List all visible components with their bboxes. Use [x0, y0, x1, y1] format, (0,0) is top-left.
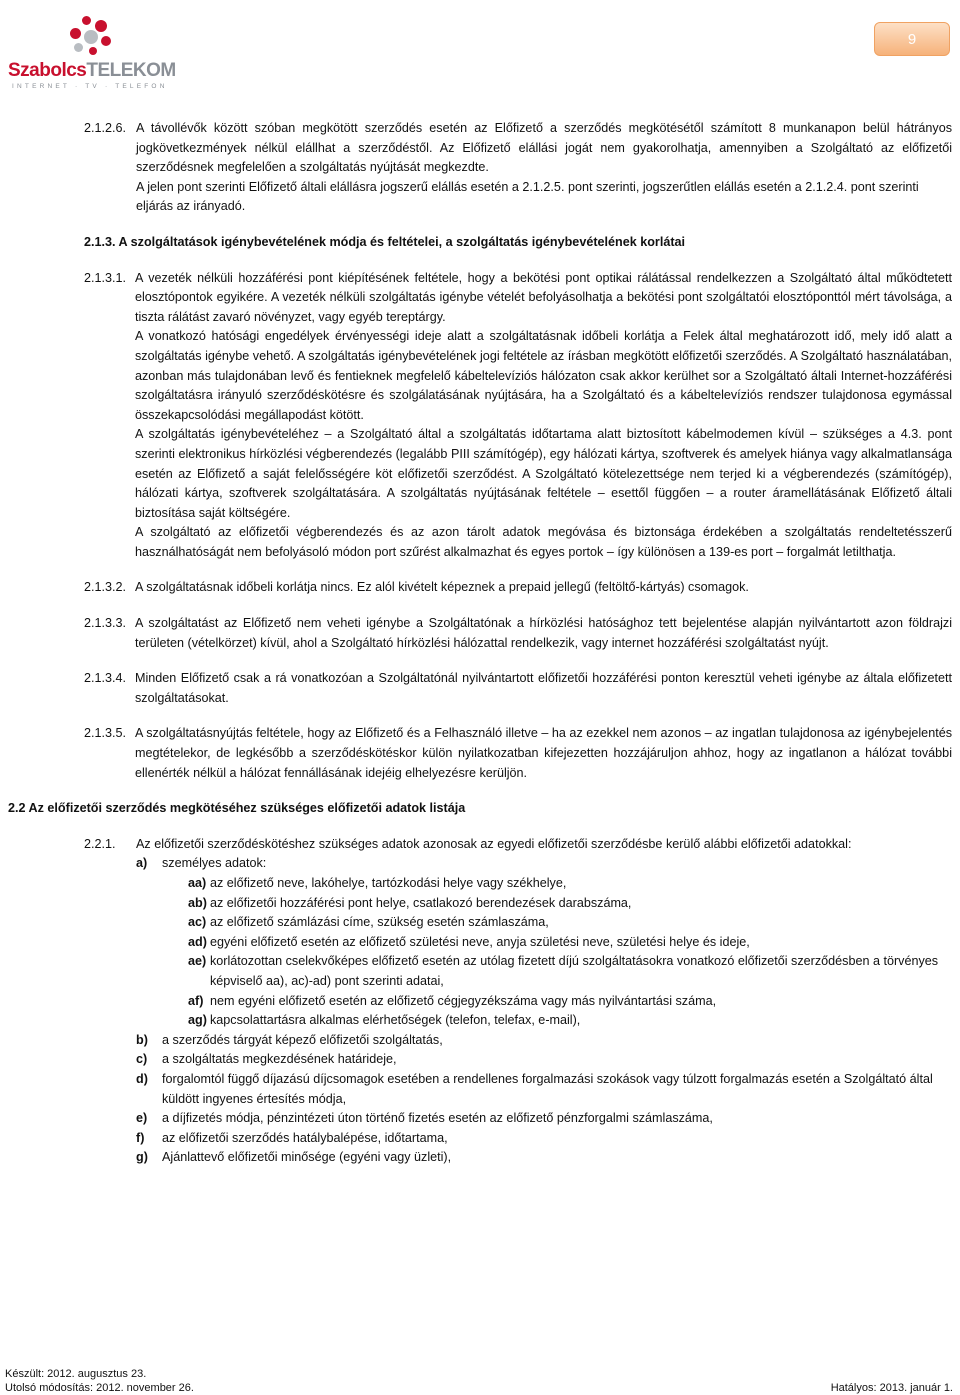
- sub-label: ac): [188, 915, 207, 930]
- paragraph: A vonatkozó hatósági engedélyek érvényességi ideje alatt a szolgáltatásnak időbeli korlátja a Felek által meghatározott idő, mely idő alatt a szolgáltatás igénybe vehető. A szolgáltatás igénybevételének jogi feltétele az írásban megkötött előfizetői szerződés. A Szolgáltató használatában, azonban más tulajdonában levő és fentieknek megfelelő kábeltelevíziós hálózaton csak akkor kerülhet sor a Szolgáltató általi Internet-hozzáférési szolgáltatásra irányuló szerződéskötésre és szolgálatásának nyújtására, ha a Szolgáltató és a kábeltelevíziós rendszer tulajdonosa egymással összekapcsolódási megállapodást kötött.: [135, 329, 952, 422]
- item-number: 2.1.3.5.: [84, 726, 127, 741]
- paragraph: A szolgáltató az előfizetői végberendezés és az azon tárolt adatok megóvása és biztonsága érdekében a szolgáltatás rendeltetésszerű használhatóságát nem befolyásoló módon port szűrést alkalmazhat és egyes portok – így különösen a 139-es port – forgalmát letilthatja.: [135, 525, 952, 559]
- item-number: 2.1.3.3.: [84, 616, 127, 631]
- list-text: az előfizetői szerződés hatálybalépése, időtartama,: [162, 1130, 448, 1145]
- section-2-1-3-2: [84, 578, 952, 598]
- list-text: a díjfizetés módja, pénzintézeti úton történő fizetés esetén az előfizető pénzforgalmi számlaszáma,: [162, 1111, 713, 1126]
- sub-text: kapcsolattartásra alkalmas elérhetőségek (telefon, telefax, e-mail),: [210, 1013, 581, 1028]
- paragraph: A jelen pont szerinti Előfizető általi elállásra jogszerű elállás esetén a 2.1.2.5. pont szerinti, jogszerűtlen elállás esetén a 2.1.2.4. pont szerinti eljárás az irányadó.: [136, 179, 919, 214]
- item-number: 2.1.2.6.: [84, 121, 127, 135]
- section-2-1-3-5: [84, 724, 952, 783]
- paragraph: Az előfizetői szerződéskötéshez szükséges adatok azonosak az egyedi előfizetői szerződésbe kerülő alábbi előfizetői adatokkal:: [136, 836, 852, 851]
- list-item: [136, 1050, 952, 1070]
- list-text: forgalomtól függő díjazású díjcsomagok esetében a rendellenes forgalmazási szokások vagy túlzott forgalmazás esetén a Szolgáltató által küldött ingyenes értesítés módja,: [162, 1071, 933, 1106]
- footer-effective: Hatályos: 2013. január 1.: [830, 1382, 953, 1394]
- sub-list-item: [188, 992, 952, 1012]
- section-2-1-3-1: [84, 269, 952, 563]
- sub-label: ae): [188, 954, 207, 969]
- list-text: a szerződés tárgyát képező előfizetői szolgáltatás,: [162, 1032, 443, 1047]
- list-text: a szolgáltatás megkezdésének határideje,: [162, 1052, 397, 1067]
- logo-tagline: INTERNET · TV · TELEFON: [12, 83, 168, 90]
- sub-list-item: [188, 894, 952, 914]
- list-text: Ajánlattevő előfizetői minősége (egyéni vagy üzleti),: [162, 1150, 452, 1165]
- paragraph: Minden Előfizető csak a rá vonatkozóan a Szolgáltatónál nyilvántartott előfizetői hozzáférési ponton keresztül veheti igénybe az általa előfizetett szolgáltatásokat.: [135, 671, 952, 705]
- sub-label: ag): [188, 1013, 207, 1028]
- section-2-1-3-4: [84, 669, 952, 708]
- list-label: d): [136, 1071, 148, 1086]
- paragraph: A szolgáltatást az Előfizető nem veheti igénybe a Szolgáltatónak a hírközlési hatósághoz tett bejelentése alapján nyilvántartott azon földrajzi területen (vételkörzet) kívül, ahol a Szolgáltató hírközlési hálózattal rendelkezik, vagy internet hozzáférési szolgáltatást nyújt.: [135, 616, 952, 650]
- logo-wordmark: SzabolcsTELEKOM: [8, 60, 176, 81]
- section-2-2-1: [84, 835, 952, 1168]
- sub-list-item: [188, 874, 952, 894]
- section-heading-2-2: 2.2 Az előfizetői szerződés megkötéséhez szükséges előfizetői adatok listája: [8, 801, 466, 816]
- list-label: a): [136, 856, 148, 871]
- data-list: [136, 854, 952, 1168]
- list-item: [136, 1129, 952, 1149]
- footer-created: Készült: 2012. augusztus 23.: [5, 1368, 147, 1380]
- paragraph: A távollévők között szóban megkötött szerződés esetén az Előfizető a szerződés megkötésétől számított 8 munkanapon belül hátrányos jogkövetkezmények nélkül elállhat a szerződéstől. Az Előfizető elállási jogát nem gyakorolhatja, amennyiben a Szolgáltató az előfizetői szerződésnek megfelelően a szolgáltatás nyújtását megkezdte.: [136, 121, 952, 175]
- company-logo: [8, 8, 178, 88]
- logo-dots-icon: [68, 16, 116, 56]
- sub-text: egyéni előfizető esetén az előfizető születési neve, anyja születési neve, születési helye és ideje,: [210, 934, 750, 949]
- section-heading-2-1-3: 2.1.3. A szolgáltatások igénybevételének módja és feltételei, a szolgáltatás igénybevételének korlátai: [84, 234, 686, 249]
- sub-text: korlátozottan cselekvőképes előfizető esetén az utólag fizetett díjú szolgáltatásokra vonatkozó előfizetői szerződésben a törvényes képviselő aa), ac)-ad) pont szerinti adatai,: [210, 954, 939, 988]
- paragraph: A szolgáltatás igénybevételéhez – a Szolgáltató által a szolgáltatás időtartama alatt biztosított kábelmodemen kívül – szükséges a 4.3. pont szerinti elektronikus hírközlési végberendezés (legalább PIII számítógép), egy hálózati kártya, szoftverek és amelyek hiánya vagy alkalmatlansága esetén az Előfizető a saját felelősségére köt előfizetői szerződést. A Szolgáltató kötelezettsége nem terjed ki a végberendezés (számítógép), hálózati kártya, szoftverek szolgáltatására. A szolgáltatás nyújtásának feltétele – esettől függően – a router áramellátásának Előfizető általi biztosítása saját költségére.: [135, 427, 952, 520]
- page-footer: [5, 1367, 953, 1395]
- sub-list: [162, 874, 952, 1031]
- sub-list-item: [188, 933, 952, 953]
- sub-label: ad): [188, 934, 207, 949]
- sub-list-item: [188, 952, 952, 991]
- list-label: f): [136, 1130, 145, 1145]
- list-label: g): [136, 1150, 148, 1165]
- list-item: [136, 1031, 952, 1051]
- item-number: 2.2.1.: [84, 836, 116, 851]
- list-item: [136, 1109, 952, 1129]
- item-number: 2.1.3.1.: [84, 270, 127, 285]
- item-number: 2.1.3.2.: [84, 580, 127, 595]
- sub-text: az előfizető neve, lakóhelye, tartózkodási helye vagy székhelye,: [210, 876, 567, 890]
- sub-list-item: [188, 913, 952, 933]
- section-2-1-2-6: [84, 119, 952, 217]
- list-item: [136, 1070, 952, 1109]
- paragraph: A szolgáltatásnak időbeli korlátja nincs. Ez alól kivételt képeznek a prepaid jellegű (feltöltő-kártyás) csomagok.: [135, 580, 749, 595]
- paragraph: A vezeték nélküli hozzáférési pont kiépítésének feltétele, hogy a bekötési pont optikai rálátással rendelkezzen a Szolgáltató által működtetett elosztópontok egyikére. A vezeték nélküli szolgáltatás igénybe vételét befolyásolhatja a bekötési pont szolgáltatói elosztóponttól mért távolsága, a tiszta rálátást zavaró növényzet, vagy egyéb tereptárgy.: [135, 270, 952, 324]
- sub-list-item: [188, 1011, 952, 1031]
- list-label: c): [136, 1052, 148, 1067]
- sub-text: nem egyéni előfizető esetén az előfizető cégjegyzékszáma vagy más nyilvántartási száma,: [210, 993, 717, 1008]
- list-label: e): [136, 1111, 148, 1126]
- sub-label: aa): [188, 876, 207, 890]
- list-item: [136, 1148, 952, 1168]
- sub-text: az előfizetői hozzáférési pont helye, csatlakozó berendezések darabszáma,: [210, 895, 632, 910]
- sub-label: af): [188, 993, 204, 1008]
- item-number: 2.1.3.4.: [84, 671, 127, 686]
- sub-label: ab): [188, 895, 207, 910]
- page-number-badge: 9: [874, 22, 950, 56]
- paragraph: A szolgáltatásnyújtás feltétele, hogy az Előfizető és a Felhasználó illetve – ha az ezekkel nem azonos – az ingatlan tulajdonosa az igénybejelentés megtételekor, de legkésőbb a szerződéskötéskor külön nyilatkozatban kifejezetten hozzájáruljon ahhoz, hogy az ingatlanon a hálózat további ellenérték nélkül a hálózat fennállásának idejéig elhelyezésre kerüljön.: [135, 726, 952, 780]
- list-text: személyes adatok:: [162, 856, 267, 871]
- section-2-1-3-3: [84, 614, 952, 653]
- footer-modified: Utolsó módosítás: 2012. november 26.: [5, 1382, 194, 1394]
- sub-text: az előfizető számlázási címe, szükség esetén számlaszáma,: [210, 915, 549, 930]
- document-body: [8, 119, 952, 1168]
- list-item: [136, 854, 952, 1030]
- list-label: b): [136, 1032, 148, 1047]
